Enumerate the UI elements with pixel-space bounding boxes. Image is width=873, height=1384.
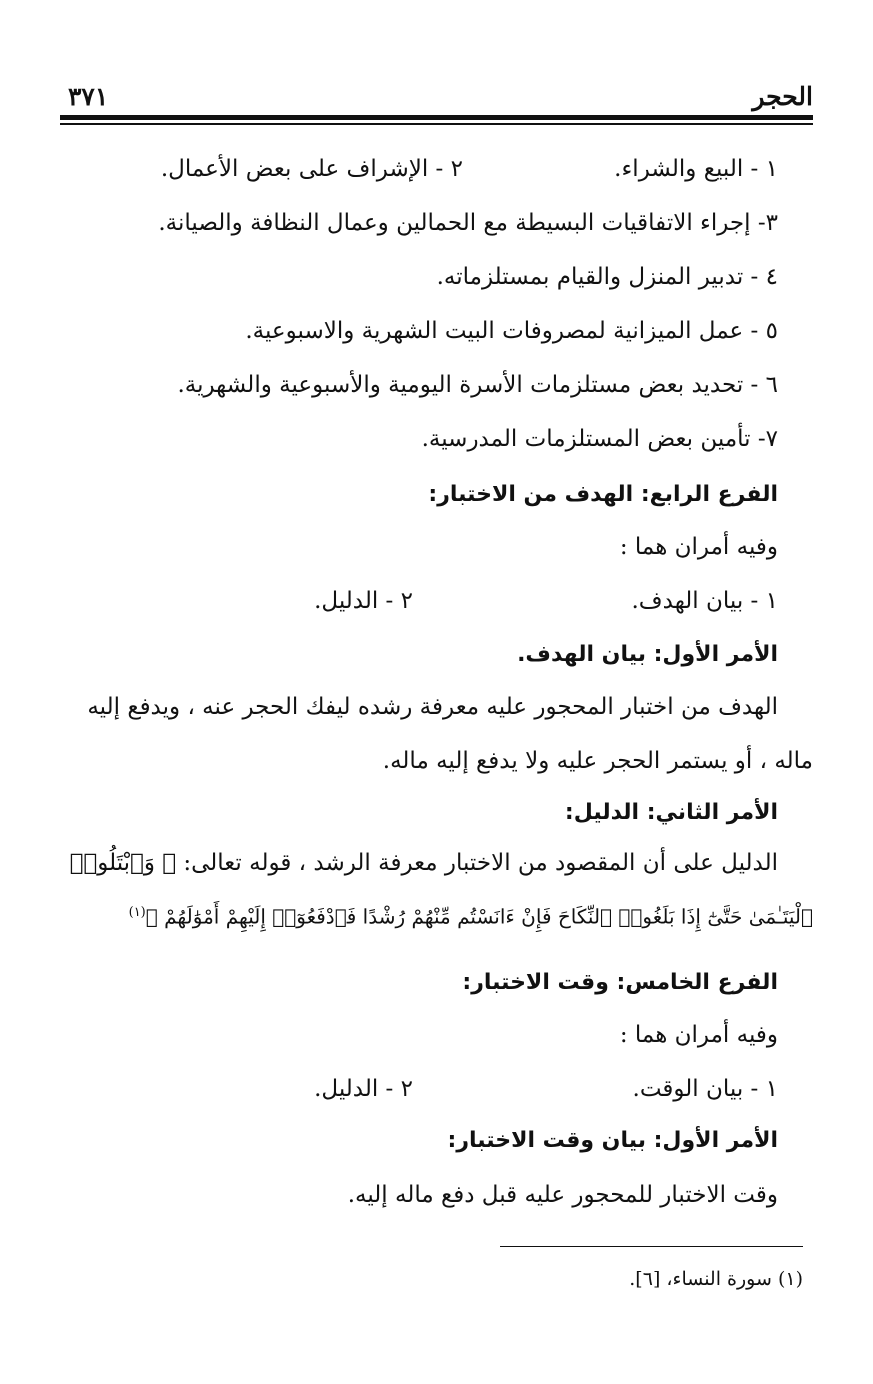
header-rule-thin [60, 123, 813, 125]
quran-verse [55, 898, 813, 932]
chapter-title: الحجر [752, 82, 813, 111]
page-number: ٣٧١ [68, 82, 109, 111]
section-heading: الفرع الرابع: الهدف من الاختبار: [428, 482, 778, 507]
list-item: ١ - بيان الوقت. [632, 1076, 778, 1102]
footnote-ref: (١) [128, 905, 146, 920]
paragraph-line: الهدف من اختبار المحجور عليه معرفة رشده ليفك الحجر عنه ، ويدفع إليه [87, 694, 778, 720]
list-item: ١ - بيان الهدف. [631, 588, 778, 614]
list-item: ٢ - الإشراف على بعض الأعمال. [160, 156, 463, 182]
paragraph-line: ماله ، أو يستمر الحجر عليه ولا يدفع إليه ماله. [382, 748, 813, 774]
list-item: ٤ - تدبير المنزل والقيام بمستلزماته. [436, 264, 778, 290]
list-item: ٢ - الدليل. [314, 588, 413, 614]
footnote-separator [500, 1246, 803, 1247]
list-item: ٥ - عمل الميزانية لمصروفات البيت الشهرية والاسبوعية. [245, 318, 778, 344]
intro-text: وفيه أمران هما : [619, 1022, 778, 1048]
section-heading: الفرع الخامس: وقت الاختبار: [462, 970, 778, 995]
subsection-heading: الأمر الأول: بيان الهدف. [517, 642, 778, 667]
running-header [60, 80, 813, 112]
header-rule-thick [60, 115, 813, 120]
list-item: ٣- إجراء الاتفاقيات البسيطة مع الحمالين وعمال النظافة والصيانة. [158, 210, 778, 236]
quran-verse-text: ٱلْيَتَـٰمَىٰ حَتَّىٰٓ إِذَا بَلَغُوا۟ ٱلنِّكَاحَ فَإِنْ ءَانَسْتُم مِّنْهُمْ رُشْدًا فَٱدْفَعُوٓا۟ إِلَيْهِمْ أَمْوَٰلَهُمْ ﴾ [145, 904, 813, 929]
list-item: ١ - البيع والشراء. [614, 156, 778, 182]
intro-text: وفيه أمران هما : [619, 534, 778, 560]
subsection-heading: الأمر الأول: بيان وقت الاختبار: [447, 1128, 778, 1153]
paragraph-line: وقت الاختبار للمحجور عليه قبل دفع ماله إليه. [347, 1182, 778, 1208]
list-item: ٦ - تحديد بعض مستلزمات الأسرة اليومية والأسبوعية والشهرية. [177, 372, 778, 398]
paragraph-line: الدليل على أن المقصود من الاختبار معرفة الرشد ، قوله تعالى: ﴿ وَٱبْتَلُوا۟ [69, 850, 778, 876]
list-item: ٢ - الدليل. [314, 1076, 413, 1102]
subsection-heading: الأمر الثاني: الدليل: [564, 800, 778, 825]
footnote: (١) سورة النساء، [٦]. [629, 1268, 803, 1290]
list-item: ٧- تأمين بعض المستلزمات المدرسية. [421, 426, 778, 452]
